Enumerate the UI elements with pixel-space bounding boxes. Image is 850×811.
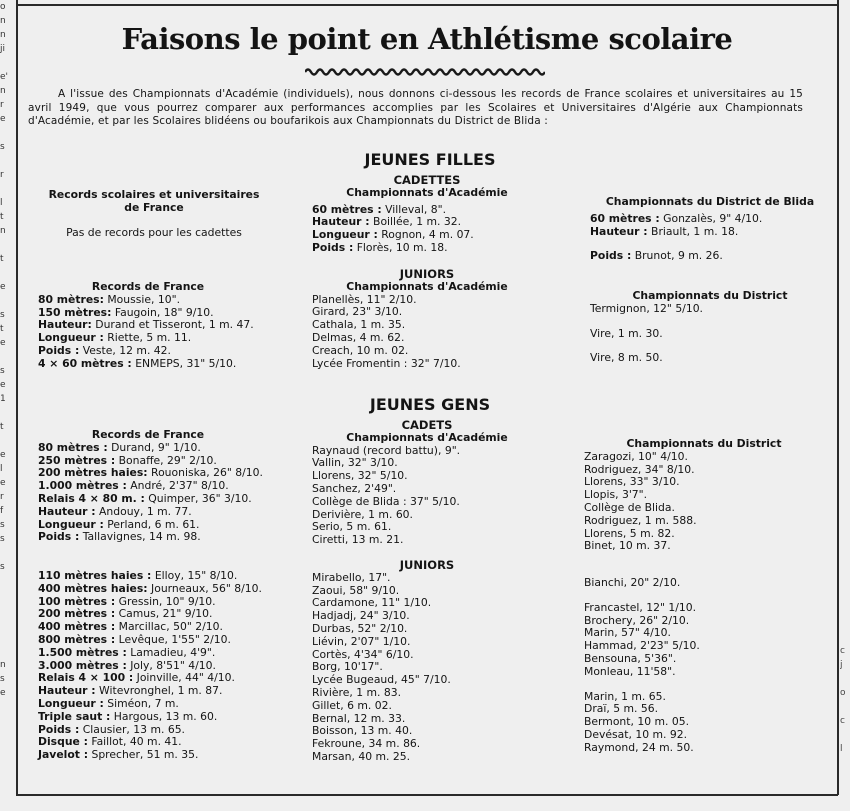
right-margin-letter xyxy=(840,602,850,616)
juniors-filles-france-result: Faugoin, 18" 9/10. xyxy=(114,305,214,319)
juniors-gens-district-row: Draï, 5 m. 56. xyxy=(584,702,659,716)
juniors-filles-france-result: Moussie, 10". xyxy=(107,292,181,306)
left-margin-letter: e xyxy=(0,282,6,292)
cadets-district-heading: Championnats du District xyxy=(626,437,782,450)
cadettes-academie-heading: Championnats d'Académie xyxy=(346,185,508,199)
cadettes-district-row xyxy=(590,250,830,263)
cadets-france-result: Quimper, 36" 3/10. xyxy=(148,491,252,505)
right-margin-letter: c xyxy=(840,716,845,726)
left-margin-letter xyxy=(0,266,14,280)
left-margin-letter xyxy=(0,434,14,448)
cadets-heading: CADETS xyxy=(401,418,453,432)
juniors-gens-france-result: Sprecher, 51 m. 35. xyxy=(91,748,199,762)
juniors-gens-academie-row: Durbas, 52" 2/10. xyxy=(312,621,408,635)
juniors-filles-academie-row: Delmas, 4 m. 62. xyxy=(312,330,405,344)
right-margin-letter xyxy=(840,420,850,434)
cadets-france-event: Relais 4 × 80 m. : xyxy=(38,491,145,505)
cadets-academie-row: Llorens, 32" 5/10. xyxy=(312,469,408,483)
cadets-district-row: Rodriguez, 1 m. 588. xyxy=(584,513,697,527)
right-margin-letter: o xyxy=(840,688,846,698)
cadettes-district-list xyxy=(590,213,830,263)
right-margin-letter xyxy=(840,0,850,14)
juniors-gens-france-row xyxy=(38,749,308,762)
juniors-filles-academie-row: Creach, 10 m. 02. xyxy=(312,343,409,357)
cadets-academie-heading: Championnats d'Académie xyxy=(346,430,508,444)
right-margin-clipped-column xyxy=(840,0,850,811)
cadets-france-list xyxy=(38,442,308,544)
left-margin-letter xyxy=(0,644,14,658)
cadets-france-event: Longueur : xyxy=(38,517,104,531)
left-margin-letter: s xyxy=(0,674,5,684)
juniors-filles-france-list xyxy=(38,294,308,371)
juniors-gens-academie-row: Cardamone, 11" 1/10. xyxy=(312,596,432,610)
cadets-academie-list xyxy=(312,445,542,547)
left-margin-letter: o xyxy=(0,2,6,12)
right-margin-letter xyxy=(840,252,850,266)
left-margin-letter xyxy=(0,238,14,252)
cadets-france-result: Andouy, 1 m. 77. xyxy=(99,504,192,518)
cadets-academie-row: Sanchez, 2'49". xyxy=(312,481,397,495)
right-margin-letter xyxy=(840,238,850,252)
left-margin-letter xyxy=(0,56,14,70)
cadets-academie-row: Derivière, 1 m. 60. xyxy=(312,507,413,521)
cadets-academie-row: Raynaud (record battu), 9". xyxy=(312,443,461,457)
juniors-gens-academie-row: Mirabello, 17". xyxy=(312,570,391,584)
left-margin-letter xyxy=(0,588,14,602)
juniors-filles-district-block xyxy=(590,290,830,365)
cadets-france-result: Bonaffe, 29" 2/10. xyxy=(118,453,217,467)
juniors-gens-france-event: Longueur : xyxy=(38,696,104,710)
juniors-gens-district-row: Marin, 1 m. 65. xyxy=(584,689,666,703)
left-margin-letter: e xyxy=(0,688,6,698)
left-margin-letter xyxy=(0,616,14,630)
juniors-filles-france-result: Riette, 5 m. 11. xyxy=(107,331,192,345)
juniors-gens-district-list xyxy=(584,577,824,755)
right-margin-letter xyxy=(840,630,850,644)
cadets-france-event: 250 mètres : xyxy=(38,453,116,467)
juniors-gens-district-row: Bianchi, 20" 2/10. xyxy=(584,576,681,589)
juniors-filles-france-event: 4 × 60 mètres : xyxy=(38,356,132,370)
juniors-gens-france-result: Lamadieu, 4'9". xyxy=(130,645,216,659)
left-margin-letter: n xyxy=(0,30,6,40)
cadettes-academie-block xyxy=(312,174,542,255)
juniors-gens-france-result: Levêque, 1'55" 2/10. xyxy=(118,632,231,646)
juniors-gens-france-event: 3.000 mètres : xyxy=(38,658,127,672)
left-margin-letter xyxy=(0,182,14,196)
left-margin-letter: r xyxy=(0,492,4,502)
cadettes-district-event: Poids : xyxy=(590,249,632,263)
cadettes-heading: CADETTES xyxy=(393,173,461,187)
juniors-gens-france-list xyxy=(38,570,308,762)
juniors-filles-district-row: Vire, 1 m. 30. xyxy=(590,326,663,340)
cadettes-district-event: Hauteur : xyxy=(590,224,648,238)
cadettes-academie-event: Longueur : xyxy=(312,228,378,242)
left-margin-letter: ji xyxy=(0,44,6,54)
juniors-gens-france-result: Clausier, 13 m. 65. xyxy=(82,722,185,736)
juniors-gens-academie-row: Rivière, 1 m. 83. xyxy=(312,685,402,699)
juniors-gens-france-block xyxy=(38,570,308,762)
cadettes-academie-event: 60 mètres : xyxy=(312,202,382,216)
left-margin-letter: l xyxy=(0,198,3,208)
cadets-district-row: Zaragozi, 10" 4/10. xyxy=(584,449,688,463)
right-margin-letter xyxy=(840,728,850,742)
right-margin-letter xyxy=(840,336,850,350)
juniors-gens-france-event: 100 mètres : xyxy=(38,594,116,608)
left-margin-letter: s xyxy=(0,142,5,152)
juniors-gens-france-event: 200 mètres : xyxy=(38,607,116,621)
left-margin-letter xyxy=(0,294,14,308)
left-margin-letter: f xyxy=(0,506,4,516)
cadettes-district-row xyxy=(590,226,830,239)
cadets-district-row: Llorens, 5 m. 82. xyxy=(584,526,675,540)
right-margin-letter xyxy=(840,112,850,126)
right-margin-letter: l xyxy=(840,744,843,754)
juniors-gens-france-event: Javelot : xyxy=(38,748,89,762)
left-margin-letter: s xyxy=(0,534,5,544)
right-margin-letter xyxy=(840,378,850,392)
right-margin-letter xyxy=(840,42,850,56)
right-margin-letter xyxy=(840,700,850,714)
right-margin-letter xyxy=(840,280,850,294)
left-margin-letter: t xyxy=(0,324,4,334)
juniors-gens-france-event: Hauteur : xyxy=(38,684,96,698)
cadettes-academie-event: Poids : xyxy=(312,240,354,254)
right-margin-letter xyxy=(840,504,850,518)
cadets-district-row: Binet, 10 m. 37. xyxy=(584,539,671,553)
cadets-district-row: Collège de Blida. xyxy=(584,500,675,514)
juniors-gens-france-event: Triple saut : xyxy=(38,709,111,723)
right-margin-letter xyxy=(840,294,850,308)
left-margin-letter: e xyxy=(0,114,6,124)
left-margin-letter xyxy=(0,154,14,168)
left-margin-letter: e' xyxy=(0,72,9,82)
cadettes-academie-result: Florès, 10 m. 18. xyxy=(356,240,448,254)
juniors-gens-district-row: Francastel, 12" 1/10. xyxy=(584,600,697,614)
juniors-gens-district-row: Brochery, 26" 2/10. xyxy=(584,613,690,627)
right-margin-letter xyxy=(840,14,850,28)
juniors-filles-france-event: Longueur : xyxy=(38,331,104,345)
cadets-france-row xyxy=(38,531,308,544)
juniors-filles-france-result: ENMEPS, 31" 5/10. xyxy=(135,356,237,370)
cadets-district-row: Llorens, 33" 3/10. xyxy=(584,475,680,489)
juniors-gens-france-result: Faillot, 40 m. 41. xyxy=(91,735,182,749)
juniors-filles-academie-row: Planellès, 11" 2/10. xyxy=(312,292,417,306)
right-margin-letter: j xyxy=(840,660,843,670)
juniors-gens-france-event: 110 mètres haies : xyxy=(38,569,152,582)
juniors-gens-academie-row: Zaoui, 58" 9/10. xyxy=(312,583,400,597)
cadettes-academie-result: Villeval, 8". xyxy=(385,202,447,216)
right-margin-letter xyxy=(840,84,850,98)
right-margin-letter xyxy=(840,182,850,196)
cadets-academie-row: Collège de Blida : 37" 5/10. xyxy=(312,494,460,508)
juniors-gens-france-result: Camus, 21" 9/10. xyxy=(118,607,213,621)
juniors-gens-france-result: Hargous, 13 m. 60. xyxy=(113,709,218,723)
right-margin-letter xyxy=(840,546,850,560)
right-margin-letter xyxy=(840,308,850,322)
juniors-gens-academie-row: Bernal, 12 m. 33. xyxy=(312,711,406,725)
cadettes-academie-result: Rognon, 4 m. 07. xyxy=(381,228,474,242)
juniors-gens-france-result: Journeaux, 56" 8/10. xyxy=(151,581,262,595)
juniors-gens-academie-row: Hadjadj, 24" 3/10. xyxy=(312,609,410,623)
cadettes-france-note: Pas de records pour les cadettes xyxy=(66,226,242,240)
right-margin-letter xyxy=(840,224,850,238)
cadettes-france-heading-1: Records scolaires et universitaires xyxy=(48,188,260,201)
juniors-gens-district-row: Raymond, 24 m. 50. xyxy=(584,740,694,754)
juniors-gens-france-event: Poids : xyxy=(38,722,80,736)
cadets-france-result: Durand, 9" 1/10. xyxy=(111,440,201,454)
title-wave-ornament xyxy=(305,66,545,78)
juniors-gens-district-row: Monleau, 11'58". xyxy=(584,664,676,678)
cadets-academie-row: Ciretti, 13 m. 21. xyxy=(312,533,404,547)
right-margin-letter xyxy=(840,140,850,154)
cadets-france-heading: Records de France xyxy=(91,428,205,441)
juniors-filles-district-list xyxy=(590,303,830,365)
left-margin-letter: s xyxy=(0,520,5,530)
cadets-france-result: André, 2'37" 8/10. xyxy=(130,479,229,493)
juniors-filles-academie-row: Lycée Fromentin : 32" 7/10. xyxy=(312,356,461,370)
left-margin-letter: e xyxy=(0,450,6,460)
cadets-academie-block xyxy=(312,419,542,547)
left-margin-letter: e xyxy=(0,478,6,488)
intro-paragraph: A l'issue des Championnats d'Académie (individuels), nous donnons ci-dessous les records de France scolaires et universitaires au 15 avril 1949, que vous pourrez comparer aux performances accomplies par les Scolaires et Universitaires d'Algérie aux Championnats d'Académie, et par les Scolaires blidéens ou boufarikois aux Championnats du District de Blida : xyxy=(28,88,803,127)
right-margin-letter xyxy=(840,322,850,336)
cadettes-academie-event: Hauteur : xyxy=(312,215,370,229)
left-margin-letter: l xyxy=(0,464,3,474)
cadets-france-block xyxy=(38,429,308,544)
column-rule-right xyxy=(837,0,839,795)
left-margin-letter xyxy=(0,350,14,364)
cadets-district-row: Llopis, 3'7". xyxy=(584,488,648,502)
left-margin-letter: s xyxy=(0,310,5,320)
cadets-france-event: 1.000 mètres : xyxy=(38,479,127,493)
right-margin-letter xyxy=(840,154,850,168)
juniors-gens-france-event: Relais 4 × 100 : xyxy=(38,671,134,685)
article-title: Faisons le point en Athlétisme scolaire xyxy=(121,22,733,56)
cadettes-france-block xyxy=(34,189,274,240)
cadettes-district-result: Brunot, 9 m. 26. xyxy=(634,249,723,263)
juniors-gens-france-result: Marcillac, 50" 2/10. xyxy=(118,620,223,634)
right-margin-letter xyxy=(840,518,850,532)
cadettes-district-result: Gonzalès, 9" 4/10. xyxy=(663,211,763,225)
cadets-district-list xyxy=(584,451,824,553)
juniors-filles-france-event: Poids : xyxy=(38,343,80,357)
right-margin-letter xyxy=(840,672,850,686)
cadettes-district-block xyxy=(590,196,830,263)
right-margin-letter xyxy=(840,266,850,280)
juniors-gens-district-row: Hammad, 2'23" 5/10. xyxy=(584,639,700,653)
right-margin-letter xyxy=(840,56,850,70)
left-margin-letter: s xyxy=(0,562,5,572)
juniors-gens-district-row: Marin, 57" 4/10. xyxy=(584,626,671,640)
cadets-france-event: Hauteur : xyxy=(38,504,96,518)
right-margin-letter xyxy=(840,588,850,602)
right-margin-letter xyxy=(840,364,850,378)
right-margin-letter xyxy=(840,350,850,364)
cadettes-academie-list xyxy=(312,204,542,255)
cadets-district-block xyxy=(584,438,824,553)
juniors-filles-heading: JUNIORS xyxy=(399,267,455,281)
juniors-gens-france-event: 400 mètres : xyxy=(38,620,116,634)
right-margin-letter xyxy=(840,532,850,546)
juniors-gens-academie-row: Fekroune, 34 m. 86. xyxy=(312,737,421,751)
juniors-filles-district-heading: Championnats du District xyxy=(632,289,788,302)
juniors-filles-france-row xyxy=(38,358,308,371)
juniors-filles-france-result: Veste, 12 m. 42. xyxy=(82,343,171,357)
juniors-gens-district-row: Bermont, 10 m. 05. xyxy=(584,715,690,729)
juniors-filles-academie-row: Cathala, 1 m. 35. xyxy=(312,318,406,332)
juniors-gens-france-event: Disque : xyxy=(38,735,88,749)
juniors-gens-france-result: Joinville, 44" 4/10. xyxy=(136,671,235,685)
juniors-gens-academie-row: Lycée Bugeaud, 45" 7/10. xyxy=(312,673,451,687)
juniors-gens-district-block xyxy=(584,577,824,755)
cadets-district-row: Rodriguez, 34" 8/10. xyxy=(584,462,695,476)
juniors-gens-academie-list xyxy=(312,572,542,764)
juniors-filles-france-heading: Records de France xyxy=(91,280,205,293)
right-margin-letter: c xyxy=(840,646,845,656)
column-rule-left xyxy=(16,0,18,795)
left-margin-letter xyxy=(0,406,14,420)
left-margin-letter: e xyxy=(0,338,6,348)
left-margin-letter: t xyxy=(0,422,4,432)
left-margin-letter xyxy=(0,630,14,644)
left-margin-letter: s xyxy=(0,366,5,376)
cadettes-academie-result: Boillée, 1 m. 32. xyxy=(373,215,462,229)
cadets-france-event: Poids : xyxy=(38,530,80,544)
left-margin-clipped-column xyxy=(0,0,14,811)
juniors-gens-france-result: Witevronghel, 1 m. 87. xyxy=(99,684,223,698)
cadettes-academie-row xyxy=(312,242,542,255)
juniors-gens-academie-row: Borg, 10'17". xyxy=(312,660,383,674)
right-margin-letter xyxy=(840,210,850,224)
right-margin-letter xyxy=(840,70,850,84)
cadets-france-result: Rouoniska, 26" 8/10. xyxy=(151,466,263,480)
juniors-gens-france-result: Joly, 8'51" 4/10. xyxy=(130,658,216,672)
cadets-academie-row: Serio, 5 m. 61. xyxy=(312,520,392,534)
juniors-gens-academie-row: Gillet, 6 m. 02. xyxy=(312,698,392,712)
cadets-france-event: 200 mètres haies: xyxy=(38,466,148,480)
left-margin-letter: r xyxy=(0,170,4,180)
juniors-gens-academie-block xyxy=(312,559,542,764)
section-heading-jeunes-gens: JEUNES GENS xyxy=(369,395,491,414)
juniors-filles-academie-list xyxy=(312,294,542,371)
left-margin-letter xyxy=(0,602,14,616)
juniors-gens-france-result: Siméon, 7 m. xyxy=(107,696,179,710)
juniors-filles-academie-heading: Championnats d'Académie xyxy=(346,279,508,293)
left-margin-letter xyxy=(0,126,14,140)
cadettes-france-heading-2: de France xyxy=(124,200,184,214)
juniors-gens-academie-row: Boisson, 13 m. 40. xyxy=(312,724,413,738)
right-margin-letter xyxy=(840,448,850,462)
right-margin-letter xyxy=(840,434,850,448)
top-rule xyxy=(16,4,838,6)
right-margin-letter xyxy=(840,168,850,182)
left-margin-letter: n xyxy=(0,660,6,670)
juniors-gens-academie-row: Marsan, 40 m. 25. xyxy=(312,749,411,763)
cadets-france-result: Perland, 6 m. 61. xyxy=(107,517,200,531)
cadets-france-result: Tallavignes, 14 m. 98. xyxy=(82,530,201,544)
left-margin-letter: n xyxy=(0,86,6,96)
juniors-filles-france-event: Hauteur: xyxy=(38,318,92,332)
juniors-filles-district-row: Termignon, 12" 5/10. xyxy=(590,301,703,315)
cadettes-district-result: Briault, 1 m. 18. xyxy=(651,224,739,238)
cadettes-district-heading: Championnats du District de Blida xyxy=(605,195,815,208)
right-margin-letter xyxy=(840,616,850,630)
right-margin-letter xyxy=(840,406,850,420)
juniors-gens-france-event: 800 mètres : xyxy=(38,632,116,646)
left-margin-letter: n xyxy=(0,16,6,26)
right-margin-letter xyxy=(840,196,850,210)
juniors-gens-heading: JUNIORS xyxy=(399,558,455,572)
right-margin-letter xyxy=(840,126,850,140)
cadets-academie-row: Vallin, 32" 3/10. xyxy=(312,456,398,470)
left-margin-letter xyxy=(0,574,14,588)
right-margin-letter xyxy=(840,28,850,42)
juniors-filles-academie-block xyxy=(312,268,542,370)
juniors-filles-district-row: Vire, 8 m. 50. xyxy=(590,351,663,365)
juniors-filles-academie-row: Girard, 23" 3/10. xyxy=(312,305,403,319)
juniors-filles-france-event: 80 mètres: xyxy=(38,292,104,306)
left-margin-letter: t xyxy=(0,254,4,264)
juniors-gens-academie-row: Liévin, 2'07" 1/10. xyxy=(312,634,411,648)
juniors-gens-district-row: Devésat, 10 m. 92. xyxy=(584,727,688,741)
cadets-france-event: 80 mètres : xyxy=(38,440,108,454)
right-margin-letter xyxy=(840,574,850,588)
left-margin-letter: e xyxy=(0,380,6,390)
juniors-gens-france-result: Elloy, 15" 8/10. xyxy=(154,569,238,582)
right-margin-letter xyxy=(840,98,850,112)
left-margin-letter: t xyxy=(0,212,4,222)
juniors-gens-france-event: 1.500 mètres : xyxy=(38,645,127,659)
juniors-gens-france-event: 400 mètres haies: xyxy=(38,581,148,595)
right-margin-letter xyxy=(840,490,850,504)
right-margin-letter xyxy=(840,392,850,406)
juniors-gens-district-row: Bensouna, 5'36". xyxy=(584,651,677,665)
left-margin-letter: 1 xyxy=(0,394,6,404)
juniors-gens-france-result: Gressin, 10" 9/10. xyxy=(118,594,216,608)
juniors-gens-academie-row: Cortès, 4'34" 6/10. xyxy=(312,647,414,661)
cadettes-district-event: 60 mètres : xyxy=(590,211,660,225)
section-heading-jeunes-filles: JEUNES FILLES xyxy=(364,150,496,169)
left-margin-letter: n xyxy=(0,226,6,236)
juniors-filles-france-event: 150 mètres: xyxy=(38,305,112,319)
juniors-filles-france-result: Durand et Tisseront, 1 m. 47. xyxy=(95,318,254,332)
right-margin-letter xyxy=(840,462,850,476)
right-margin-letter xyxy=(840,560,850,574)
right-margin-letter xyxy=(840,476,850,490)
left-margin-letter: r xyxy=(0,100,4,110)
bottom-rule xyxy=(16,794,838,796)
juniors-filles-france-block xyxy=(38,281,308,371)
left-margin-letter xyxy=(0,546,14,560)
